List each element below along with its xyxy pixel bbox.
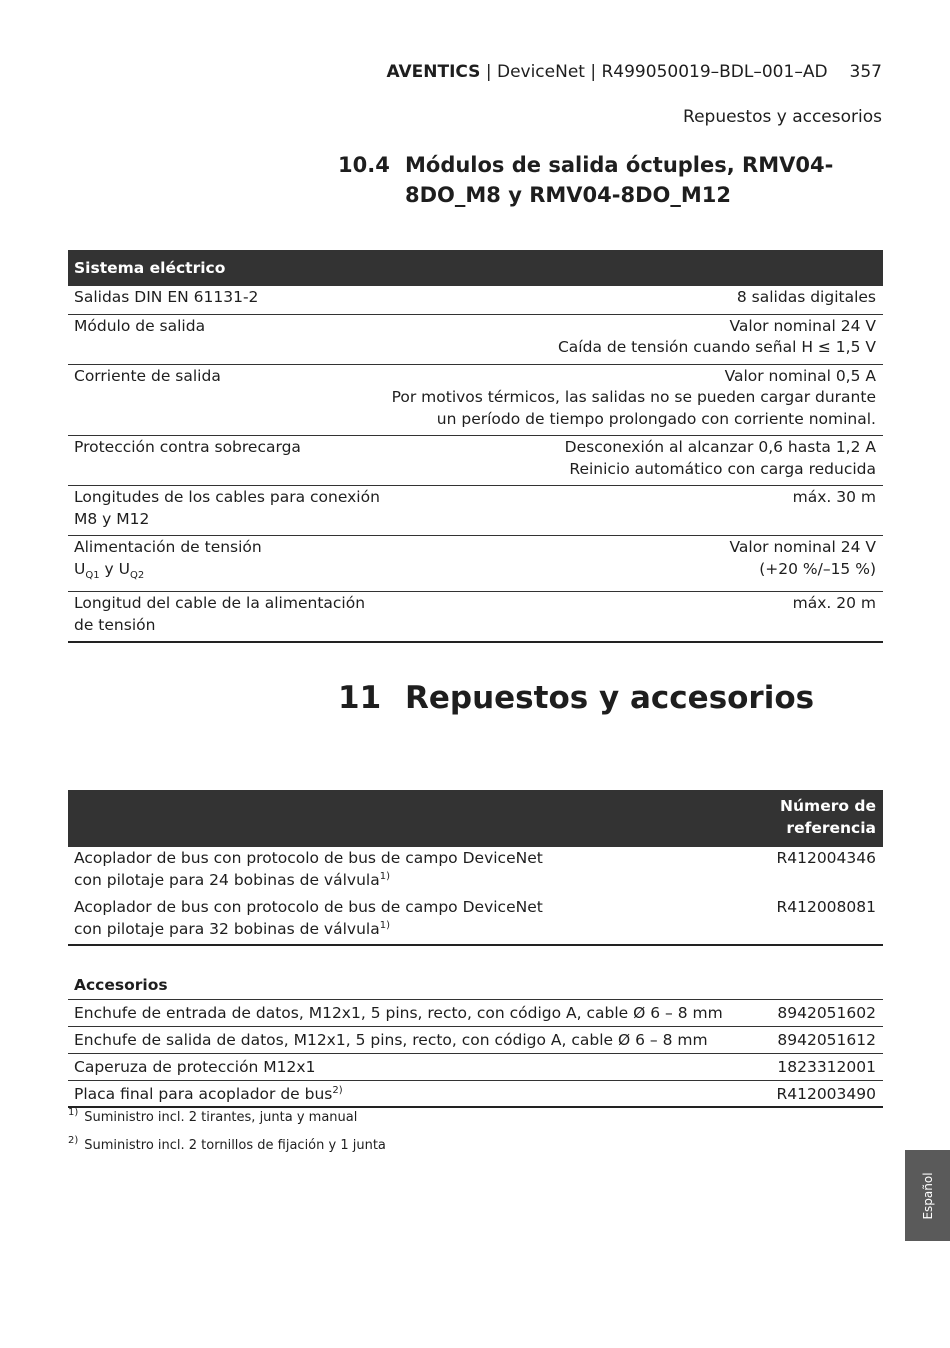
row-value: máx. 30 m xyxy=(792,488,876,506)
label-line: Acoplador de bus con protocolo de bus de campo DeviceNet xyxy=(74,849,543,867)
heading-line: Número de xyxy=(780,797,876,815)
table-row xyxy=(68,1054,883,1081)
row-value xyxy=(729,537,883,586)
section-title: Módulos de salida óctuples, RMV04-8DO_M8 y RMV04-8DO_M12 xyxy=(405,153,834,207)
label-line: de tensión xyxy=(74,615,156,634)
reference-number: R412004346 xyxy=(776,849,876,867)
row-value: 8 salidas digitales xyxy=(736,288,876,306)
row-value xyxy=(565,437,883,480)
row-label: Enchufe de salida de datos, M12x1, 5 pins, recto, con código A, cable Ø 6 – 8 mm xyxy=(74,1031,708,1049)
label-text: con pilotaje para 24 bobinas de válvula xyxy=(74,870,380,889)
row-label xyxy=(68,897,543,940)
row-label: Salidas DIN EN 61131-2 xyxy=(74,288,259,306)
row-value xyxy=(392,366,883,431)
footnote-mark: 1) xyxy=(379,870,390,882)
label-text: con pilotaje para 32 bobinas de válvula xyxy=(74,919,380,938)
row-label xyxy=(68,537,262,586)
table-row xyxy=(68,536,883,592)
language-label: Español xyxy=(920,1171,935,1220)
row-label xyxy=(68,593,365,636)
row-label: Enchufe de entrada de datos, M12x1, 5 pins, recto, con código A, cable Ø 6 – 8 mm xyxy=(74,1004,723,1022)
label-line: Longitudes de los cables para conexión xyxy=(74,488,380,506)
footnote xyxy=(68,1107,358,1125)
table-row xyxy=(68,486,883,536)
running-header xyxy=(386,62,882,82)
heading-line: referencia xyxy=(786,819,876,837)
row-value xyxy=(558,316,883,359)
page-number: 357 xyxy=(849,62,882,82)
value-line: un período de tiempo prolongado con corriente nominal. xyxy=(436,409,876,428)
row-label: Protección contra sobrecarga xyxy=(74,438,301,456)
chapter-title: Repuestos y accesorios xyxy=(405,680,815,716)
footnote-mark: 2) xyxy=(332,1085,343,1096)
value-line: Desconexión al alcanzar 0,6 hasta 1,2 A xyxy=(564,438,876,456)
row-label: Caperuza de protección M12x1 xyxy=(74,1058,316,1076)
footnote xyxy=(68,1135,386,1153)
value-line: Reinicio automático con carga reducida xyxy=(569,459,876,478)
symbol-u: U xyxy=(74,559,86,578)
footnote-text: Suministro incl. 2 tirantes, junta y manual xyxy=(84,1110,358,1125)
label-line: M8 y M12 xyxy=(74,509,150,528)
row-label xyxy=(68,848,543,891)
table-row xyxy=(68,1000,883,1027)
electric-table xyxy=(68,250,883,643)
row-value: máx. 20 m xyxy=(792,594,876,612)
table-row xyxy=(68,847,883,896)
row-label: Módulo de salida xyxy=(74,316,206,335)
label-line: Acoplador de bus con protocolo de bus de campo DeviceNet xyxy=(74,898,543,916)
value-line: Valor nominal 0,5 A xyxy=(724,366,876,385)
value-line: Valor nominal 24 V xyxy=(729,538,876,556)
subscript: Q1 xyxy=(85,569,100,581)
table-row xyxy=(68,315,883,365)
row-label xyxy=(68,1081,343,1106)
label-line xyxy=(74,870,543,892)
parts-table-heading xyxy=(68,790,883,847)
reference-number: R412008081 xyxy=(776,898,876,916)
table-row xyxy=(68,1081,883,1108)
section-number: 10.4 xyxy=(338,153,390,177)
brand-name: AVENTICS xyxy=(386,62,481,82)
value-line: Caída de tensión cuando señal H ≤ 1,5 V xyxy=(557,338,876,356)
table-row xyxy=(68,1027,883,1054)
document-id: | DeviceNet | R499050019–BDL–001–AD xyxy=(480,62,828,82)
reference-number: 1823312001 xyxy=(777,1058,876,1076)
table-row xyxy=(68,365,883,437)
parts-table xyxy=(68,790,883,946)
accessories-heading: Accesorios xyxy=(68,971,883,1000)
language-tab xyxy=(905,1150,950,1241)
footnote-mark: 1) xyxy=(68,1107,79,1118)
footnote-text: Suministro incl. 2 tornillos de fijación y 1 junta xyxy=(84,1138,386,1153)
value-line: Valor nominal 24 V xyxy=(729,316,876,335)
row-label: Corriente de salida xyxy=(74,366,221,385)
reference-number: 8942051602 xyxy=(777,1004,876,1022)
label-text: Placa final para acoplador de bus xyxy=(74,1085,333,1103)
subscript: Q2 xyxy=(129,569,145,581)
table-row xyxy=(68,286,883,315)
row-label xyxy=(68,487,380,530)
label-line: Alimentación de tensión xyxy=(74,538,262,556)
reference-number: 8942051612 xyxy=(777,1031,876,1049)
label-line xyxy=(74,559,262,587)
label-line: Longitud del cable de la alimentación xyxy=(74,594,366,612)
reference-number: R412003490 xyxy=(776,1085,876,1103)
chapter-number: 11 xyxy=(338,680,382,716)
footnote-mark: 2) xyxy=(68,1135,79,1146)
value-line: Por motivos térmicos, las salidas no se pueden cargar durante xyxy=(391,388,876,406)
accessories-table xyxy=(68,971,883,1108)
table-row xyxy=(68,592,883,643)
symbol-u: y U xyxy=(99,559,130,578)
running-section: Repuestos y accesorios xyxy=(683,107,882,127)
label-line xyxy=(74,919,543,941)
table-row xyxy=(68,896,883,946)
table-row xyxy=(68,436,883,486)
value-line: (+20 %/–15 %) xyxy=(759,559,876,578)
footnote-mark: 1) xyxy=(379,919,390,931)
electric-table-heading: Sistema eléctrico xyxy=(68,250,883,286)
